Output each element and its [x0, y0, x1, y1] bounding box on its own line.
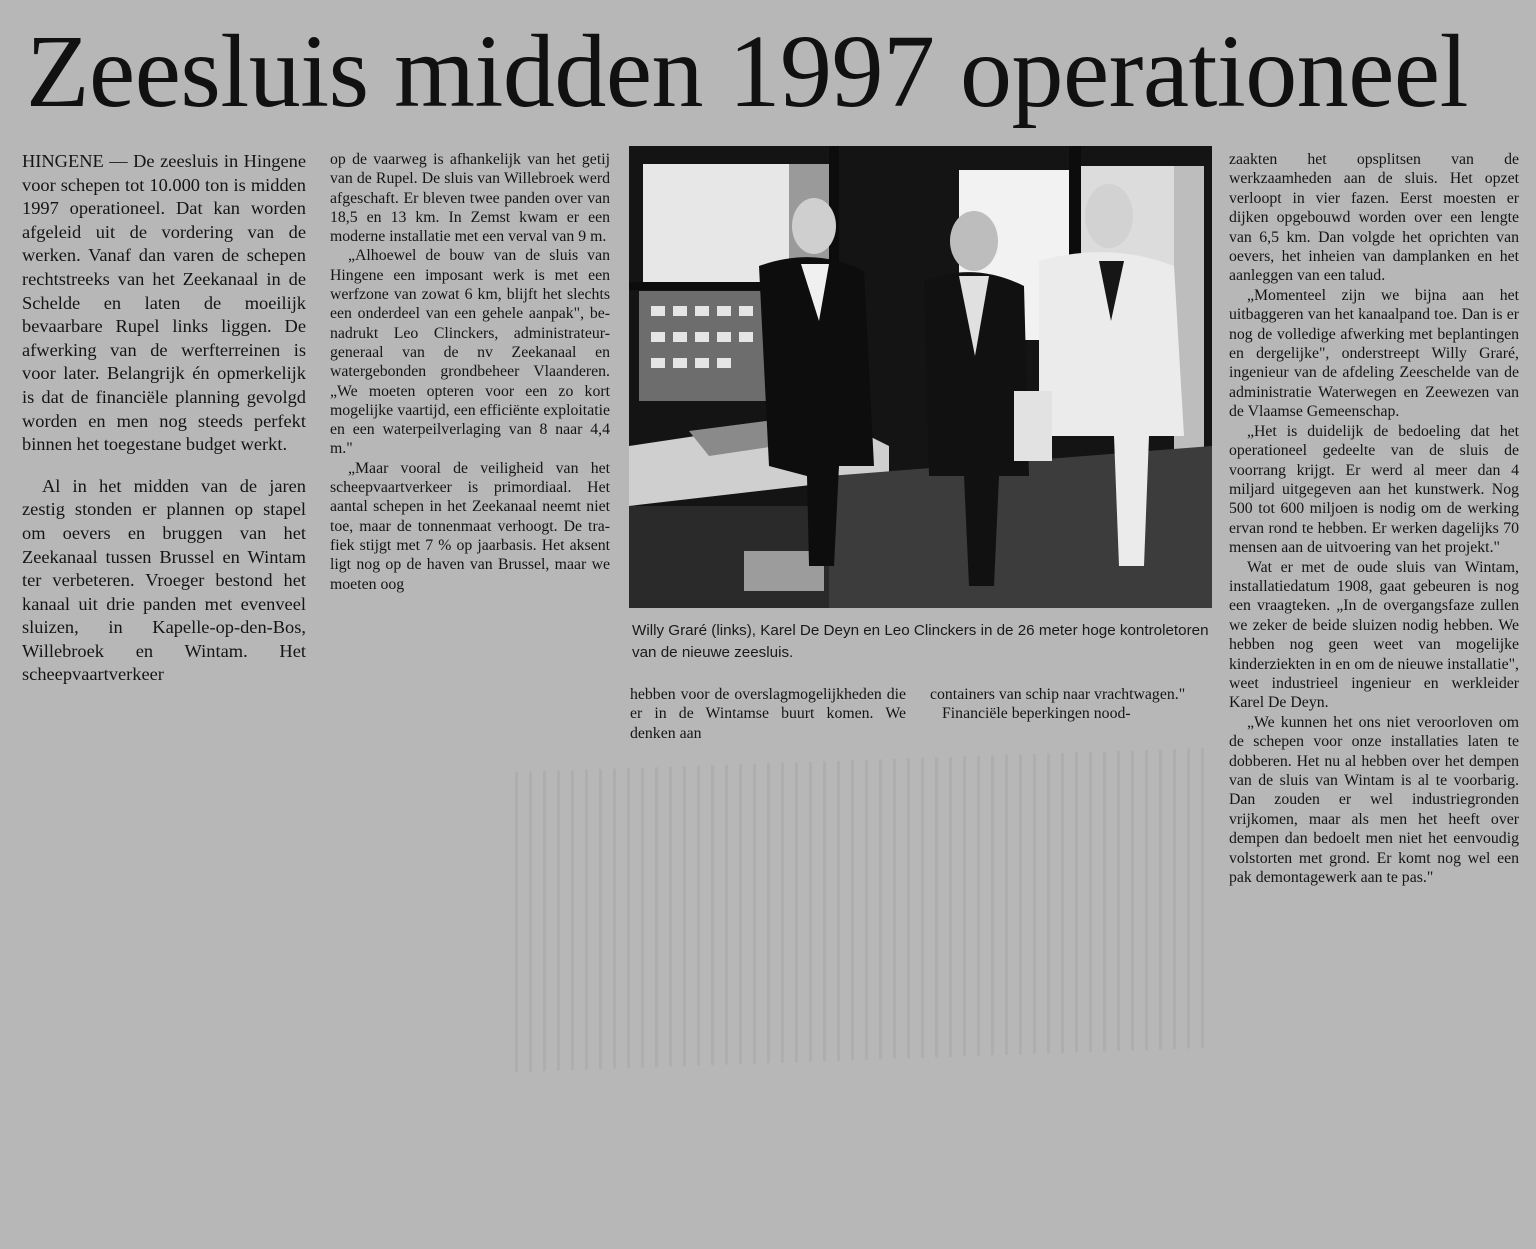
paragraph: Financiële beperkingen nood- — [942, 705, 1131, 723]
paragraph: „Momenteel zijn we bijna aan het uitbaggeren van het kanaalpand toe. Dan is er nog de volledige afwerking met beplantingen en dergelijke", onderstreept Willy Graré, ingenieur van de afdeling Zeeschelde van de administratie Waterwegen en Zeewezen van de Vlaamse Gemeenschap. — [1229, 286, 1519, 421]
control-tower-photo — [629, 146, 1212, 608]
article-column-2 — [330, 150, 610, 594]
paragraph: Wat er met de oude sluis van Wintam, installatiedatum 1908, gaat gebeuren is nog een vraagteken. „In de overgangsfaze zullen we zeker de beide sluizen nodig hebben. We hebben nog geen weet van mogelijke kinderziekten in en om de nieuwe installatie", weet industrieel ingenieur en werkleider Karel De Deyn. — [1229, 558, 1519, 712]
article-column-3: hebben voor de overslagmogelijkheden die er in de Wintamse buurt komen. We denken aan — [630, 686, 906, 742]
paragraph: containers van schip naar vrachtwagen." — [930, 686, 1186, 703]
paragraph: „Maar vooral de veiligheid van het scheepvaartverkeer is primordiaal. Het aantal schepen in het Zeekanaal neemt niet toe, maar de tonnenmaat verhoogt. De trafiek stijgt met 7 % op jaarbasis. Het aksent ligt nog op de haven van Brussel, maar we moeten oog — [330, 459, 610, 593]
press-photo — [629, 146, 1212, 608]
paragraph: „Alhoewel de bouw van de sluis van Hingene een imposant werk is met een werfzone van zowat 6 km, blijft het slechts een onderdeel van een gehele aanpak", benadrukt Leo Clinckers, administrateur-generaal van de nv Zeekanaal en watergebonden grondbeheer Vlaanderen. „We moeten opteren voor een zo kort mogelijke vaartijd, een efficiënte exploitatie en een waterpeilverlaging van 8 naar 4,4 m." — [330, 247, 610, 458]
paragraph: „Het is duidelijk de bedoeling dat het operationeel gedeelte van de sluis de voorrang krijgt. Er werd al meer dan 4 miljard uitgegeven aan het kunstwerk. Nog 500 tot 600 miljoen is nodig om de werking ervan rond te hebben. Er werken dagelijks 70 mensen aan de uitvoering van het projekt." — [1229, 422, 1519, 557]
paragraph: HINGENE — De zeesluis in Hingene voor schepen tot 10.000 ton is midden 1997 operationeel. Dat kan worden afgeleid uit de vordering van de werken. Vanaf dan varen de schepen rechtstreeks van het Zeekanaal in de Schelde en laten de moeilijk bevaarbare Rupel links liggen. De afwerking van de werfterreinen is voor later. Belangrijk én opmerkelijk is dat de financiële planning gevolgd worden en men nog steeds perfekt binnen het toegestane budget werkt. — [22, 151, 306, 455]
paragraph: zaakten het opsplitsen van de werkzaamheden aan de sluis. Het opzet verloopt in vier fazen. Eerst moesten er dijken opgebouwd worden over een lengte van 6,5 km. Dan volgde het oprichten van oevers, het inheien van damplanken en het aanleggen van een talud. — [1229, 151, 1519, 285]
article-column-4 — [930, 685, 1212, 724]
bleed-through-texture — [515, 748, 1205, 1072]
article-column-5 — [1229, 150, 1519, 887]
paragraph: „We kunnen het ons niet veroorloven om de schepen voor onze installaties laten te dobberen. Het nu al hebben over het dempen van de sluis van Wintam is al te voorbarig. Dan zouden er wel industriegronden vrijkomen, maar als men het heeft over dempen dan bedoelt men niet het eenvoudig volstorten met grond. Er komt nog wel een pak demontagewerk aan te pas." — [1229, 713, 1519, 887]
article-column-1 — [22, 150, 306, 687]
paragraph: Al in het midden van de jaren zestig stonden er plannen op stapel om oevers en bruggen van het Zeekanaal tussen Brussel en Wintam ter verbeteren. Vroeger bestond het kanaal uit drie panden met evenveel sluizen, in Kapelle-op-den-Bos, Willebroek en Wintam. Het scheepvaartverkeer — [22, 475, 306, 685]
paragraph: op de vaarweg is afhankelijk van het getij van de Rupel. De sluis van Willebroek werd afgeschaft. Er bleven twee panden over van 18,5 en 13 km. In Zemst kwam er een moderne installatie met een verval van 9 m. — [330, 151, 610, 246]
headline: Zeesluis midden 1997 operationeel — [26, 14, 1468, 129]
photo-caption: Willy Graré (links), Karel De Deyn en Leo Clinckers in de 26 meter hoge kontroletoren van de nieuwe zeesluis. — [632, 622, 1209, 661]
